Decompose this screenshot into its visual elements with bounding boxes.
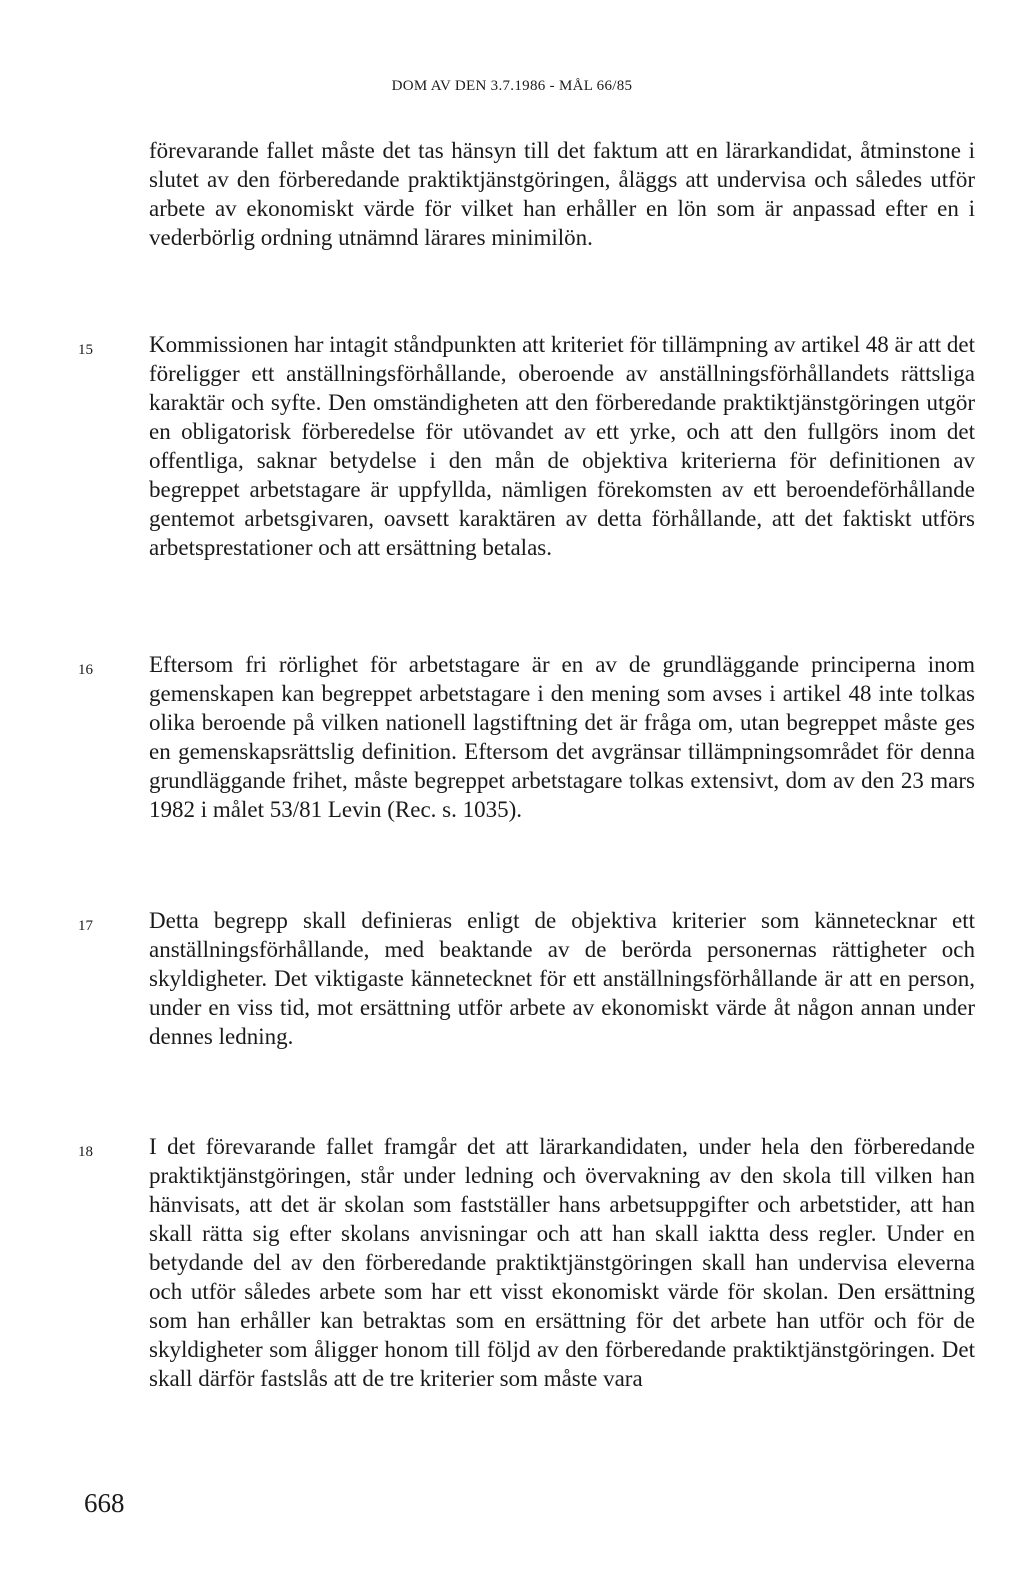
paragraph-continuation: förevarande fallet måste det tas hänsyn till det faktum att en lärarkandidat, åtminstone i slutet av den förberedande praktiktjänstgöringen, åläggs att undervisa och således utför arbete av ekonomiskt värde för vilket han erhåller en lön som är anpassad efter en i vederbörlig ordning utnämnd lärares minimilön. — [149, 138, 975, 250]
page-number: 668 — [84, 1488, 125, 1518]
paragraph-16: Eftersom fri rörlighet för arbetstagare är en av de grundläggande principerna inom gemenskapen kan begreppet arbetstagare i den mening som avses i artikel 48 inte tolkas olika beroende på vilken nationell lagstiftning det är fråga om, utan begreppet måste ges en gemenskapsrättslig definition. Eftersom det avgränsar tillämpningsområdet för denna grundläggande frihet, måste begreppet arbetstagare tolkas extensivt, dom av den 23 mars 1982 i målet 53/81 Levin (Rec. s. 1035). — [149, 652, 975, 822]
paragraph-15: Kommissionen har intagit ståndpunkten att kriteriet för tillämpning av artikel 48 är att det föreligger ett anställningsförhållande, oberoende av anställningsförhållandets rättsliga karaktär och syfte. Den omständigheten att den förberedande praktiktjänstgöringen utgör en obligatorisk förberedelse för utövandet av ett yrke, och att den fullgörs inom det offentliga, saknar betydelse i den mån de objektiva kriterierna för definitionen av begreppet arbetstagare är uppfyllda, nämligen förekomsten av ett beroendeförhållande gentemot arbetsgivaren, oavsett karaktären av detta förhållande, att det faktiskt utförs arbetsprestationer och att ersättning betalas. — [149, 332, 975, 560]
paragraph-number: 16 — [78, 662, 93, 678]
paragraph-number: 15 — [78, 342, 93, 358]
paragraph-18: I det förevarande fallet framgår det att lärarkandidaten, under hela den förberedande praktiktjänstgöringen, står under ledning och övervakning av den skola till vilken han hänvisats, att det är skolan som fastställer hans arbetsuppgifter och arbetstider, att han skall rätta sig efter skolans anvisningar och att han skall iaktta dess regler. Under en betydande del av den förberedande praktiktjänstgöringen skall han undervisa eleverna och utför således arbete som har ett visst ekonomiskt värde för skolan. Den ersättning som han erhåller kan betraktas som en ersättning för det arbete han utför och för de skyldigheter som åligger honom till följd av den förberedande praktiktjänstgöringen. Det skall därför fastslås att de tre kriterier som måste vara — [149, 1134, 975, 1391]
running-header: DOM AV DEN 3.7.1986 - MÅL 66/85 — [391, 78, 633, 94]
paragraph-number: 17 — [78, 918, 93, 934]
paragraph-17: Detta begrepp skall definieras enligt de objektiva kriterier som kännetecknar ett anställningsförhållande, med beaktande av de berörda personernas rättigheter och skyldigheter. Det viktigaste kännetecknet för ett anställningsförhållande är att en person, under en viss tid, mot ersättning utför arbete av ekonomiskt värde åt någon annan under dennes ledning. — [149, 908, 975, 1049]
paragraph-number: 18 — [78, 1144, 93, 1160]
